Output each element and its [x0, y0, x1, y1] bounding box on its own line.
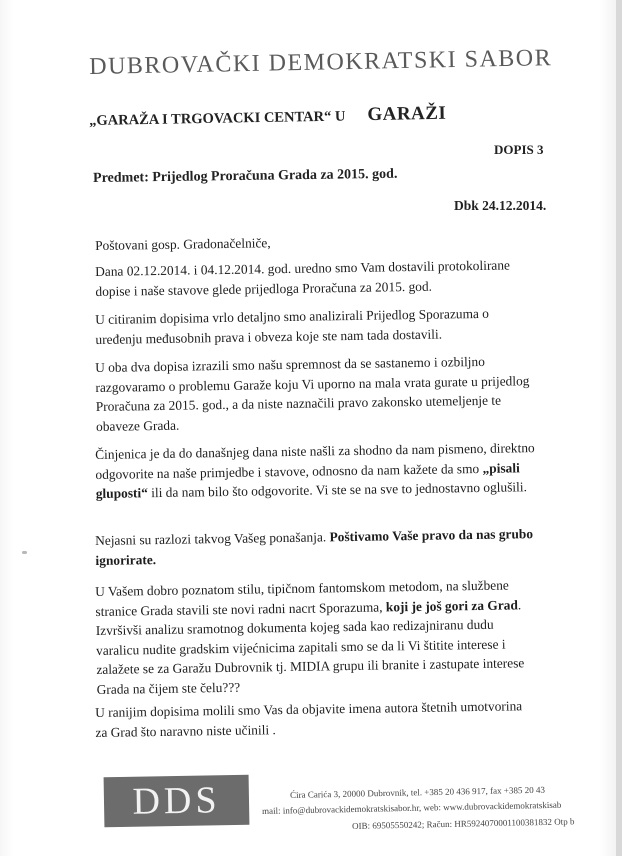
scan-edge: [616, 0, 622, 856]
paragraph-6: [95, 575, 537, 699]
letter-subtitle: [89, 103, 447, 131]
paragraph-4-bold: „pisali gluposti“: [95, 459, 520, 501]
paragraph-6-bold: koji je još gori za Grad: [385, 596, 518, 614]
letter-date: Dbk 24.12.2014.: [454, 198, 547, 213]
greeting: Poštovani gosp. Gradonačelniče,: [95, 235, 271, 253]
dopis-number: DOPIS 3: [494, 142, 544, 157]
paragraph-1: Dana 02.12.2014. i 04.12.2014. god. uredno smo Vam dostavili protokolirane dopise i naše stavove glede prijedloga Proračuna za 2015. god.: [95, 257, 511, 299]
paragraph-4: [95, 438, 536, 503]
paragraph-2: U citiranim dopisima vrlo detaljno smo analizirali Prijedlog Sporazuma o uređenju međusobnih prava i obveza koje ste nam tada dostavili.: [95, 305, 490, 347]
paragraph-5-text-a: Nejasni su razlozi takvog Vašeg ponašanja.: [95, 529, 330, 548]
footer-contact: mail: info@dubrovackidemokratskisabor.hr, web: www.dubrovackidemokratskisab: [262, 799, 562, 816]
paragraph-3: U oba dva dopisa izrazili smo našu spremnost da se sastanemo i ozbiljno razgovaramo o problemu Garaže koju Vi uporno na mala vrata gurate u prijedlog Proračuna za 2015. god., a da niste naznačili pravo zakonsko utemeljenje te obaveze Grada.: [95, 353, 530, 434]
paragraph-5: [95, 524, 536, 570]
organization-title: DUBROVAČKI DEMOKRATSKI SABOR: [89, 45, 553, 80]
paragraph-6-text-a: U Vašem dobro poznatom stilu, tipičnom fantomskom metodom, na službene stranice Grada stavili ste novi radni nacrt Sporazuma,: [95, 577, 509, 619]
dds-logo: DDS: [104, 775, 250, 828]
footer-ids: OIB: 69505550242; Račun: HR5924070001100381832 Otp b: [352, 816, 575, 831]
paragraph-4-text-c: ili da nam bilo što odgovorite. Vi ste se na sve to jednostavno oglušili.: [147, 479, 527, 501]
paragraph-4-text-a: Činjenica je da do današnjeg dana niste našli za shodno da nam pismeno, direktno odgovorite na naše primjedbe i stavove, odnosno da nam kažete da smo: [95, 440, 535, 482]
subtitle-part-1: „GARAŽA I TRGOVACKI CENTAR“ U: [89, 108, 346, 129]
footer-address: Ćira Carića 3, 20000 Dubrovnik, tel. +385 20 436 917, fax +385 20 43: [290, 784, 546, 800]
subtitle-part-2: GARAŽI: [367, 102, 447, 126]
paragraph-7: U ranijim dopisima molili smo Vas da objavite imena autora štetnih umotvorina za Grad što naravno niste učinili .: [95, 698, 523, 740]
paragraph-6-text-c: . Izvršivši analizu sramotnog dokumenta kojeg sada kao redizajniranu dudu varalicu nudite gradskim vijećnicima zapitali smo se da li Vi štitite interese i zalažete se za Garažu Dubrovnik tj. MIDIA grupu ili branite i zastupate interese Grada na čijem ste čelu???: [95, 596, 525, 697]
subject-line: Predmet: Prijedlog Proračuna Grada za 2015. god.: [93, 166, 398, 186]
scan-speck: [22, 551, 27, 554]
paragraph-5-bold: Poštivamo Vaše pravo da nas grubo ignorirate.: [95, 526, 534, 568]
